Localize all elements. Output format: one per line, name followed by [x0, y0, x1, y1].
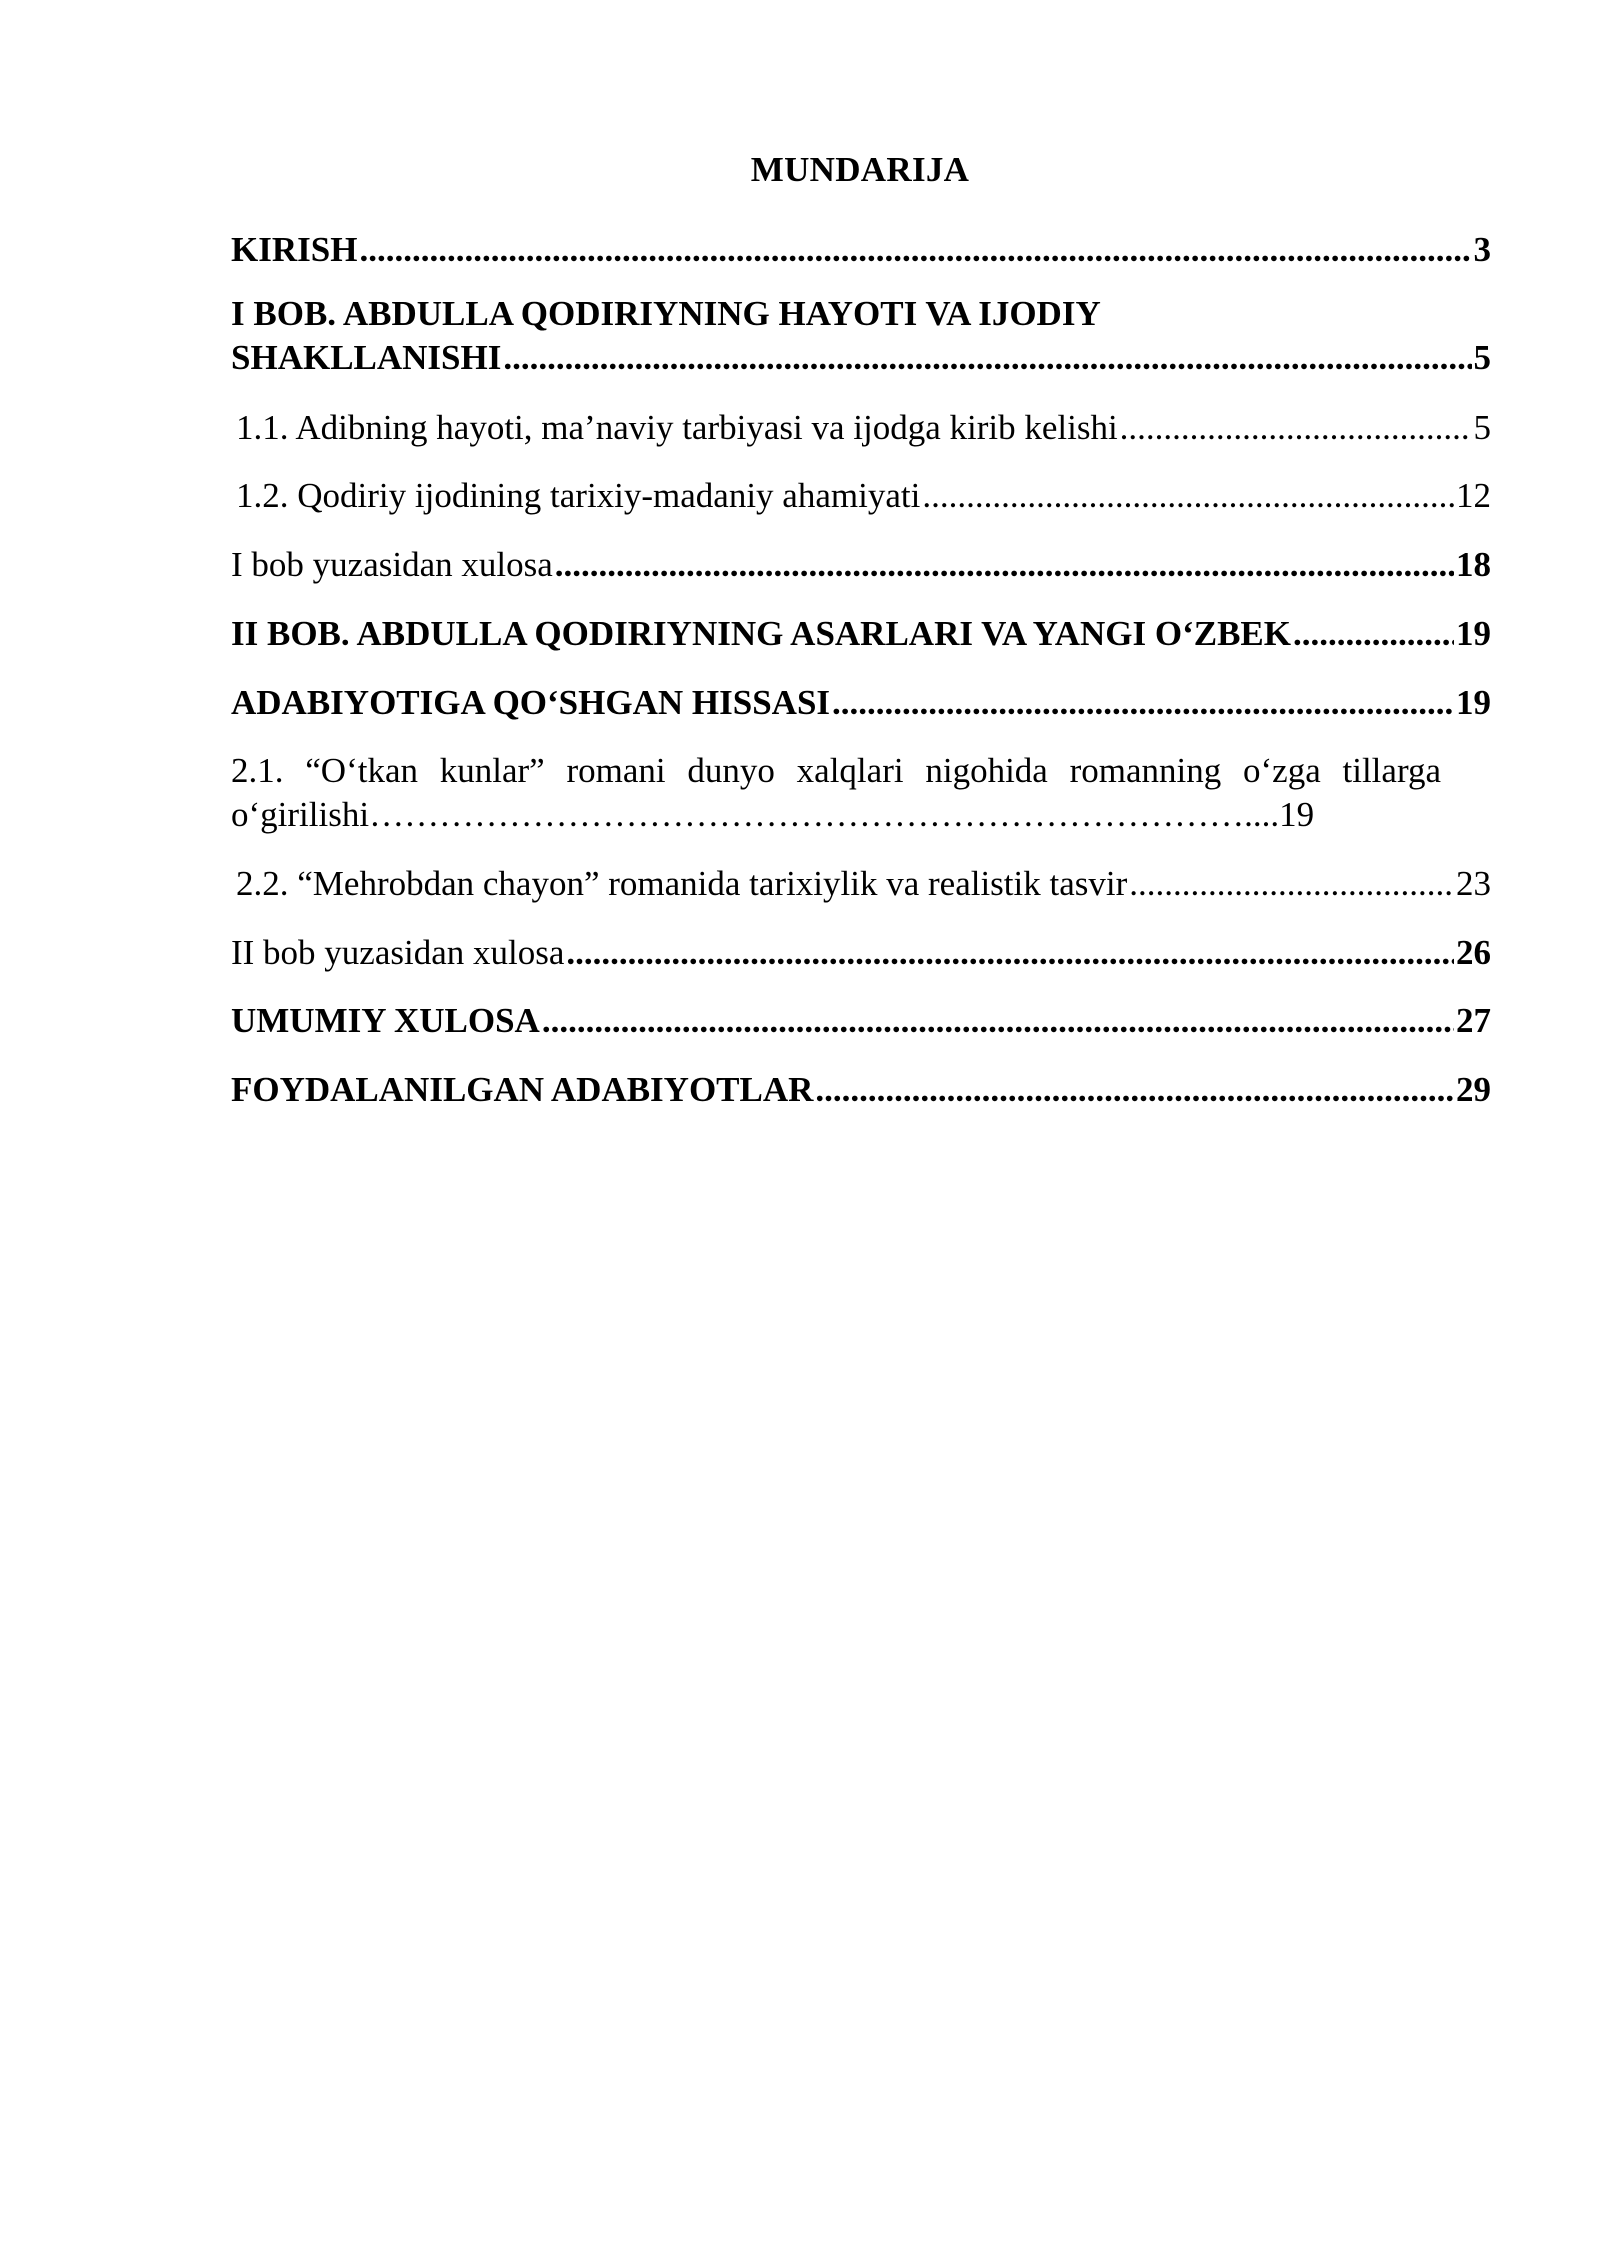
dot-leader — [1120, 406, 1472, 450]
toc-entry-line2 — [231, 793, 1491, 837]
toc-entry-section-1-2[interactable] — [236, 474, 1491, 518]
toc-title: MUNDARIJA — [750, 150, 970, 189]
toc-entry-chapter-1[interactable] — [231, 292, 1491, 380]
toc-page-number: 19 — [1279, 795, 1315, 834]
dot-leader — [503, 336, 1471, 380]
toc-entry-label: SHAKLLANISHI — [231, 338, 502, 377]
toc-entry-label: II BOB. ABDULLA QODIRIYNING ASARLARI VA YANGI O‘ZBEK — [231, 614, 1291, 653]
toc-page-number: 29 — [1456, 1070, 1491, 1109]
toc-entry-label: II bob yuzasidan xulosa — [231, 933, 565, 972]
toc-entry-section-2-1[interactable] — [231, 749, 1491, 837]
toc-entry-section-2-2[interactable] — [236, 862, 1491, 906]
toc-entry-label: o‘girilishi — [231, 795, 370, 834]
toc-entry-section-1-1[interactable] — [236, 406, 1491, 450]
dot-leader — [832, 681, 1454, 725]
toc-entry-kirish[interactable] — [231, 228, 1491, 272]
toc-page-number: 5 — [1473, 338, 1491, 377]
toc-page-number: 27 — [1456, 1001, 1491, 1040]
toc-entry-label: I bob yuzasidan xulosa — [231, 545, 553, 584]
toc-entry-chapter-2[interactable] — [231, 612, 1491, 656]
dot-leader — [566, 931, 1454, 975]
toc-entry-label: 1.1. Adibning hayoti, ma’naviy tarbiyasi va ijodga kirib kelishi — [236, 408, 1118, 447]
toc-entry-label: 2.2. “Mehrobdan chayon” romanida tarixiylik va realistik tasvir — [236, 864, 1128, 903]
toc-page-number: 5 — [1473, 408, 1491, 447]
toc-entry-chapter-2-summary[interactable] — [231, 931, 1491, 975]
toc-page-number: 23 — [1456, 864, 1491, 903]
toc-entry-label-line1: I BOB. ABDULLA QODIRIYNING HAYOTI VA IJODIY — [231, 294, 1101, 333]
toc-entry-label: 1.2. Qodiriy ijodining tarixiy-madaniy ahamiyati — [236, 476, 921, 515]
dot-leader — [1129, 862, 1454, 906]
toc-entry-label: ADABIYOTIGA QO‘SHGAN HISSASI — [231, 683, 831, 722]
toc-entry-chapter-1-summary[interactable] — [231, 543, 1491, 587]
toc-entry-label: KIRISH — [231, 230, 358, 269]
toc-page-number: 26 — [1456, 933, 1491, 972]
toc-entry-label: UMUMIY XULOSA — [231, 1001, 540, 1040]
dot-leader — [555, 543, 1454, 587]
dot-leader — [359, 228, 1471, 272]
dot-leader — [815, 1068, 1454, 1112]
toc-entry-label: FOYDALANILGAN ADABIYOTLAR — [231, 1070, 814, 1109]
toc-entry-label-line1: 2.1. “O‘tkan kunlar” romani dunyo xalqlari nigohida romanning o‘zga tillarga — [231, 751, 1441, 790]
dot-leader — [1293, 612, 1454, 656]
dot-leader — [922, 474, 1454, 518]
toc-page-number: 19 — [1456, 683, 1491, 722]
dot-leader — [542, 999, 1454, 1043]
toc-page-number: 19 — [1456, 614, 1491, 653]
toc-page-number: 12 — [1456, 476, 1491, 515]
dot-leader: ………………………………………………………………….... — [369, 795, 1280, 834]
toc-page-number: 18 — [1456, 545, 1491, 584]
toc-entry-general-conclusion[interactable] — [231, 999, 1491, 1043]
toc-entry-chapter-2-continued[interactable] — [231, 681, 1491, 725]
toc-entry-references[interactable] — [231, 1068, 1491, 1112]
toc-page-number: 3 — [1473, 230, 1491, 269]
